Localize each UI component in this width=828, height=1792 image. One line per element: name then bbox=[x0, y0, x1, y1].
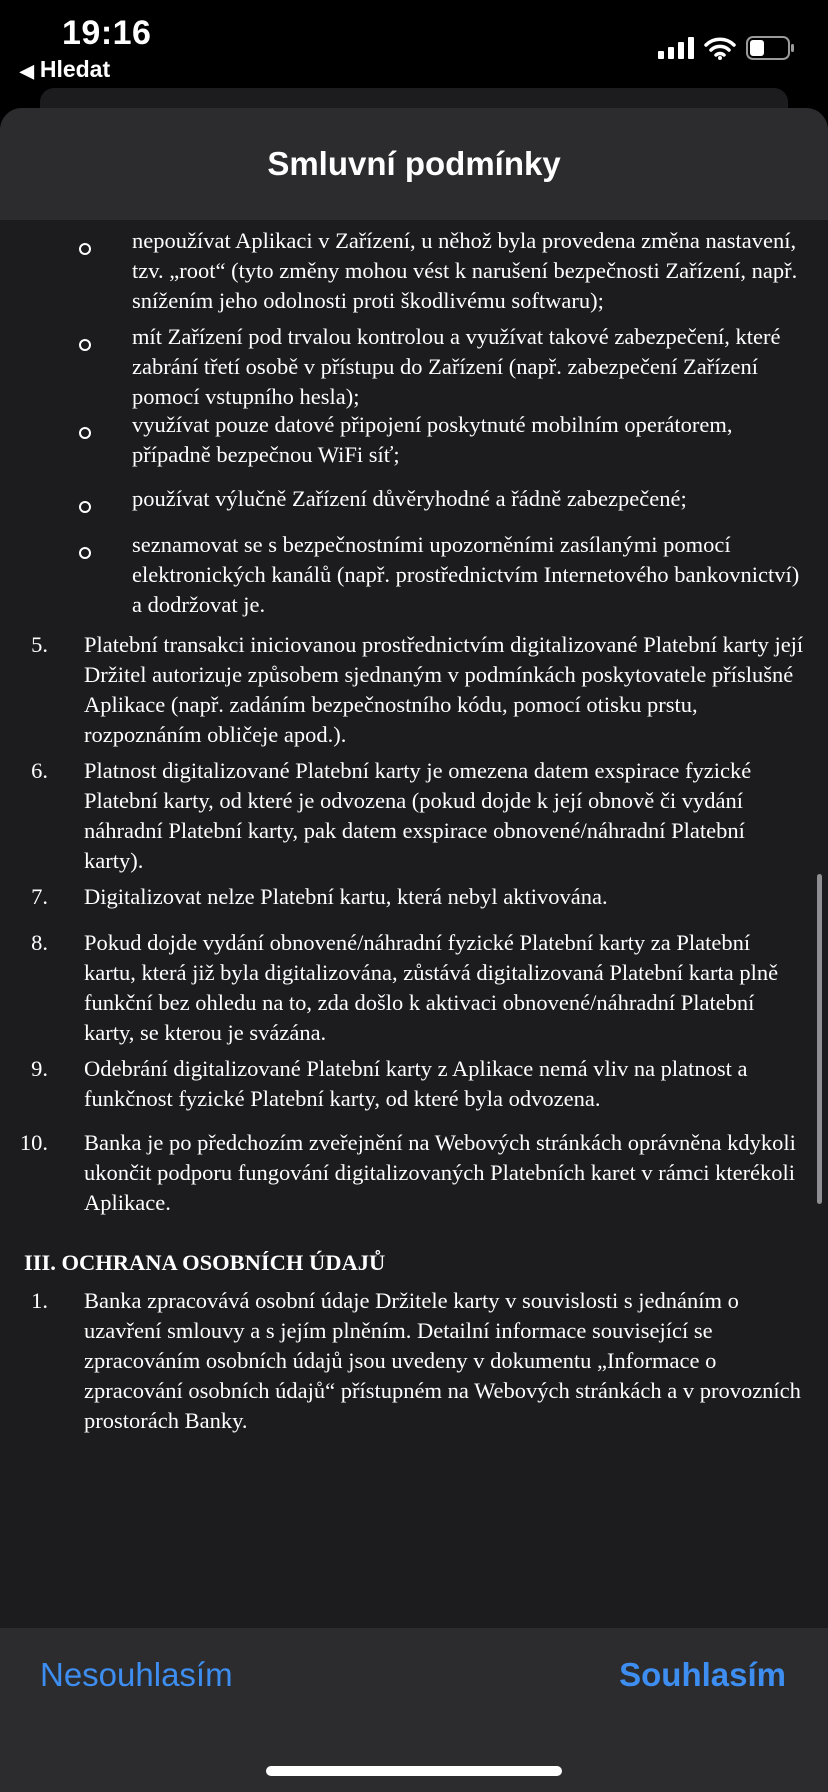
list-item: Platnost digitalizované Platební karty je omezena datem exspirace fyzické Platební karty, od které je odvozena (pokud dojde k její obnově či vydání náhradní Platební karty, pak datem exspirace obnovené/náhradní Platební karty). bbox=[84, 758, 752, 873]
item-number: 6. bbox=[31, 758, 48, 783]
list-item: Banka je po předchozím zveřejnění na Webových stránkách oprávněna kdykoli ukončit podporu fungování digitalizovaných Platebních karet v rámci kterékoli Aplikace. bbox=[84, 1130, 796, 1215]
signal-icon bbox=[658, 37, 694, 59]
bullet-dot-icon bbox=[79, 243, 91, 255]
item-number: 10. bbox=[19, 1130, 48, 1155]
list-item: Platební transakci iniciovanou prostřednictvím digitalizované Platební karty její Držitel autorizuje způsobem sjednaným v podmínkách poskytovatele příslušné Aplikace (např. zadáním bezpečnostního kódu, pomocí otisku prstu, rozpoznáním obličeje apod.). bbox=[84, 632, 804, 747]
list-item: nepoužívat Aplikaci v Zařízení, u něhož byla provedena změna nastavení, tzv. „root“ (tyto změny mohou vést k narušení bezpečnosti Zařízení, např. snížením jeho odolnosti proti škodlivému softwaru); bbox=[132, 228, 798, 313]
bullet-dot-icon bbox=[79, 339, 91, 351]
back-to-search-link[interactable] bbox=[20, 56, 110, 83]
list-item: Pokud dojde vydání obnovené/náhradní fyzické Platební karty za Platební kartu, která již byla digitalizována, zůstává digitalizovaná Platební karta plně funkční bez ohledu na to, zda došlo k aktivaci obnovené/náhradní Platební karty, se kterou je svázána. bbox=[84, 930, 779, 1045]
terms-sheet bbox=[0, 108, 828, 1792]
list-item: seznamovat se s bezpečnostními upozorněními zasílanými pomocí elektronických kanálů (např. prostřednictvím Internetového bankovnictví) a dodržovat je. bbox=[132, 532, 800, 617]
wifi-icon bbox=[704, 36, 736, 60]
list-item: Odebrání digitalizované Platební karty z Aplikace nemá vliv na platnost a funkčnost fyzické Platební karty, od které byla odvozena. bbox=[84, 1056, 748, 1111]
scrollbar[interactable] bbox=[817, 874, 822, 1204]
list-item: mít Zařízení pod trvalou kontrolou a využívat takové zabezpečení, které zabrání třetí osobě v přístupu do Zařízení (např. zabezpečení Zařízení pomocí vstupního hesla); bbox=[132, 324, 781, 409]
item-number: 8. bbox=[31, 930, 48, 955]
accept-button[interactable]: Souhlasím bbox=[619, 1656, 786, 1693]
list-item: Banka zpracovává osobní údaje Držitele karty v souvislosti s jednáním o uzavření smlouvy a s jejím plněním. Detailní informace související se zpracováním osobních údajů jsou uvedeny v dokumentu „Informace o zpracování osobních údajů“ přístupném na Webových stránkách a v provozních prostorách Banky. bbox=[84, 1288, 801, 1433]
bullet-dot-icon bbox=[79, 547, 91, 559]
back-link-label: Hledat bbox=[39, 56, 111, 82]
item-number: 5. bbox=[31, 632, 48, 657]
list-item: využívat pouze datové připojení poskytnuté mobilním operátorem, případně bezpečnou WiFi síť; bbox=[132, 412, 733, 467]
list-item: Digitalizovat nelze Platební kartu, která nebyl aktivována. bbox=[84, 884, 608, 909]
item-number: 7. bbox=[31, 884, 48, 909]
decline-button[interactable]: Nesouhlasím bbox=[40, 1656, 233, 1693]
sheet-header bbox=[0, 108, 828, 220]
home-indicator[interactable] bbox=[266, 1766, 562, 1776]
terms-content[interactable] bbox=[0, 220, 828, 1736]
status-bar bbox=[0, 0, 828, 100]
list-item: používat výlučně Zařízení důvěryhodné a řádně zabezpečené; bbox=[132, 486, 687, 511]
section-heading: III. OCHRANA OSOBNÍCH ÚDAJŮ bbox=[24, 1250, 386, 1275]
item-number: 1. bbox=[31, 1288, 48, 1313]
status-icons bbox=[658, 36, 796, 60]
battery-icon bbox=[746, 36, 796, 60]
status-time: 19:16 bbox=[62, 14, 152, 52]
sheet-title: Smluvní podmínky bbox=[267, 145, 561, 182]
back-triangle-icon: ◀ bbox=[20, 61, 34, 81]
bullet-dot-icon bbox=[79, 501, 91, 513]
bullet-dot-icon bbox=[79, 427, 91, 439]
item-number: 9. bbox=[31, 1056, 48, 1081]
